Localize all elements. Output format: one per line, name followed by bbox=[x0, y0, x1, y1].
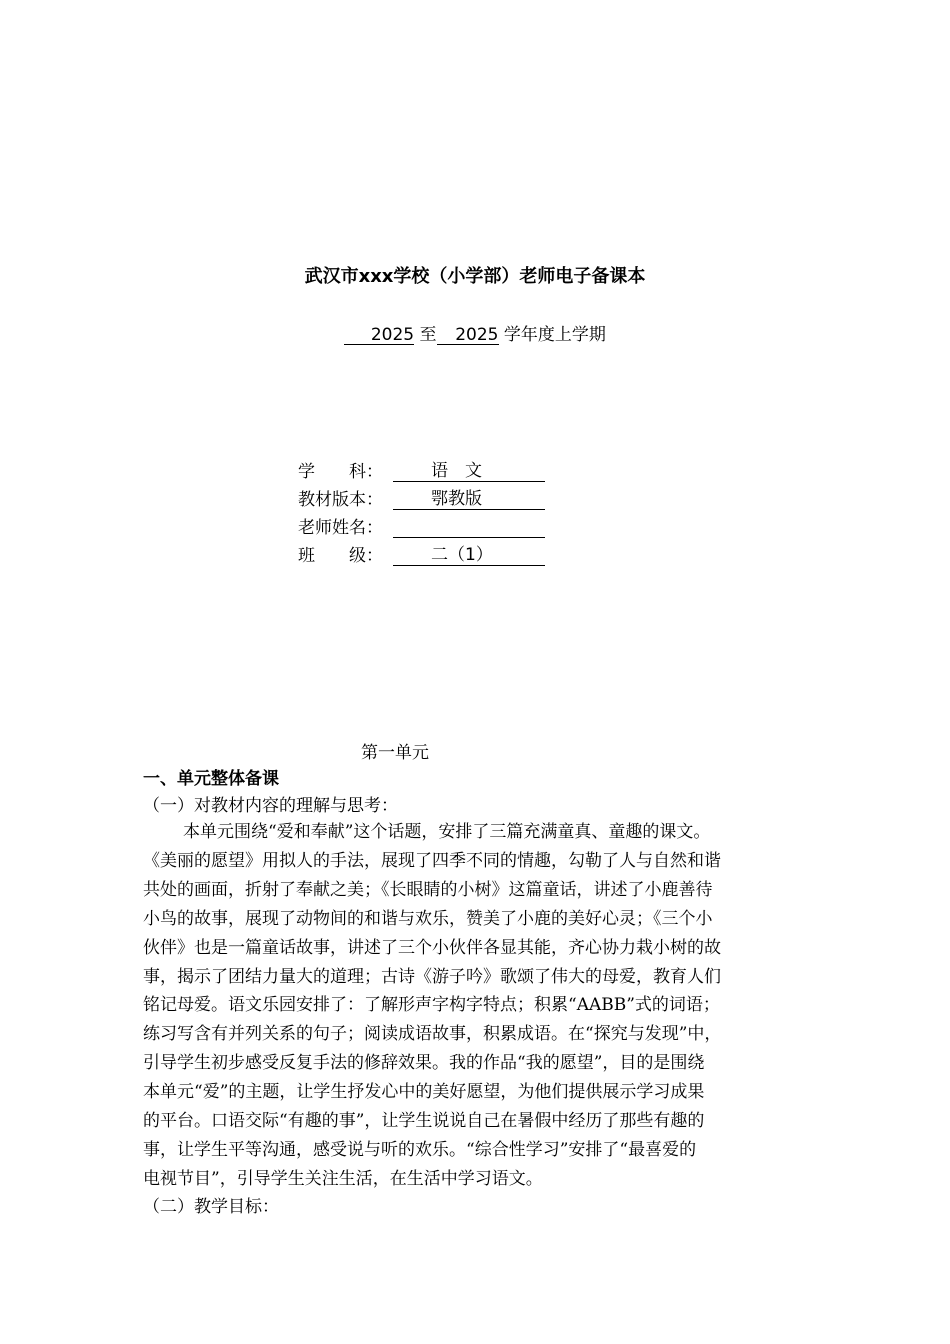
field-class bbox=[298, 542, 545, 566]
paragraph-line: 小鸟的故事，展现了动物间的和谐与欢乐，赞美了小鹿的美好心灵；《三个小 bbox=[143, 908, 713, 929]
field-label: 教材版本： bbox=[298, 490, 383, 510]
section-heading: 一、单元整体备课 bbox=[143, 769, 279, 789]
paragraph-line: 本单元“爱”的主题，让学生抒发心中的美好愿望，为他们提供展示学习成果 bbox=[143, 1082, 705, 1103]
field-subject bbox=[298, 458, 545, 482]
paragraph-line: 电视节目”，引导学生关注生活，在生活中学习语文。 bbox=[143, 1168, 543, 1189]
year-separator: 至 bbox=[419, 325, 437, 345]
field-value bbox=[393, 517, 545, 538]
content-paragraph bbox=[143, 818, 823, 1194]
field-label: 班 级： bbox=[298, 546, 383, 566]
field-value: 二（1） bbox=[393, 545, 545, 566]
document-title: 武汉市xxx学校（小学部）老师电子备课本 bbox=[304, 266, 646, 287]
paragraph-line: 引导学生初步感受反复手法的修辞效果。我的作品“我的愿望”，目的是围绕 bbox=[143, 1053, 705, 1074]
paragraph-line: 事，揭示了团结力量大的道理；古诗《游子吟》歌颂了伟大的母爱，教育人们 bbox=[143, 966, 721, 987]
field-value: 语 文 bbox=[393, 461, 545, 482]
paragraph-line: 事，让学生平等沟通，感受说与听的欢乐。“综合性学习”安排了“最喜爱的 bbox=[143, 1139, 697, 1160]
field-label: 老师姓名： bbox=[298, 518, 383, 538]
paragraph-line: 《美丽的愿望》用拟人的手法，展现了四季不同的情趣，勾勒了人与自然和谐 bbox=[143, 850, 721, 871]
paragraph-line: 共处的画面，折射了奉献之美；《长眼睛的小树》这篇童话，讲述了小鹿善待 bbox=[143, 879, 713, 900]
paragraph-line: 练习写含有并列关系的句子；阅读成语故事，积累成语。在“探究与发现”中， bbox=[143, 1024, 722, 1045]
paragraph-line: 的平台。口语交际“有趣的事”，让学生说说自己在暑假中经历了那些有趣的 bbox=[143, 1111, 705, 1132]
school-year-line bbox=[0, 320, 950, 345]
field-value: 鄂教版 bbox=[393, 489, 545, 510]
paragraph-line: 本单元围绕“爱和奉献”这个话题，安排了三篇充满童真、童趣的课文。 bbox=[183, 822, 711, 842]
unit-title: 第一单元 bbox=[361, 743, 429, 763]
subsection-teaching-goals: （二）教学目标： bbox=[143, 1197, 279, 1217]
year-suffix: 学年度上学期 bbox=[503, 325, 606, 345]
year-end: 2025 bbox=[437, 326, 499, 345]
subsection-understanding: （一）对教材内容的理解与思考： bbox=[143, 796, 398, 816]
paragraph-line: 伙伴》也是一篇童话故事，讲述了三个小伙伴各显其能，齐心协力栽小树的故 bbox=[143, 937, 721, 958]
field-textbook-edition bbox=[298, 486, 545, 510]
field-teacher-name bbox=[298, 514, 545, 538]
paragraph-line: 铭记母爱。语文乐园安排了：了解形声字构字特点；积累“AABB”式的词语； bbox=[143, 995, 720, 1016]
year-start: 2025 bbox=[344, 326, 414, 345]
field-label: 学 科： bbox=[298, 462, 383, 482]
